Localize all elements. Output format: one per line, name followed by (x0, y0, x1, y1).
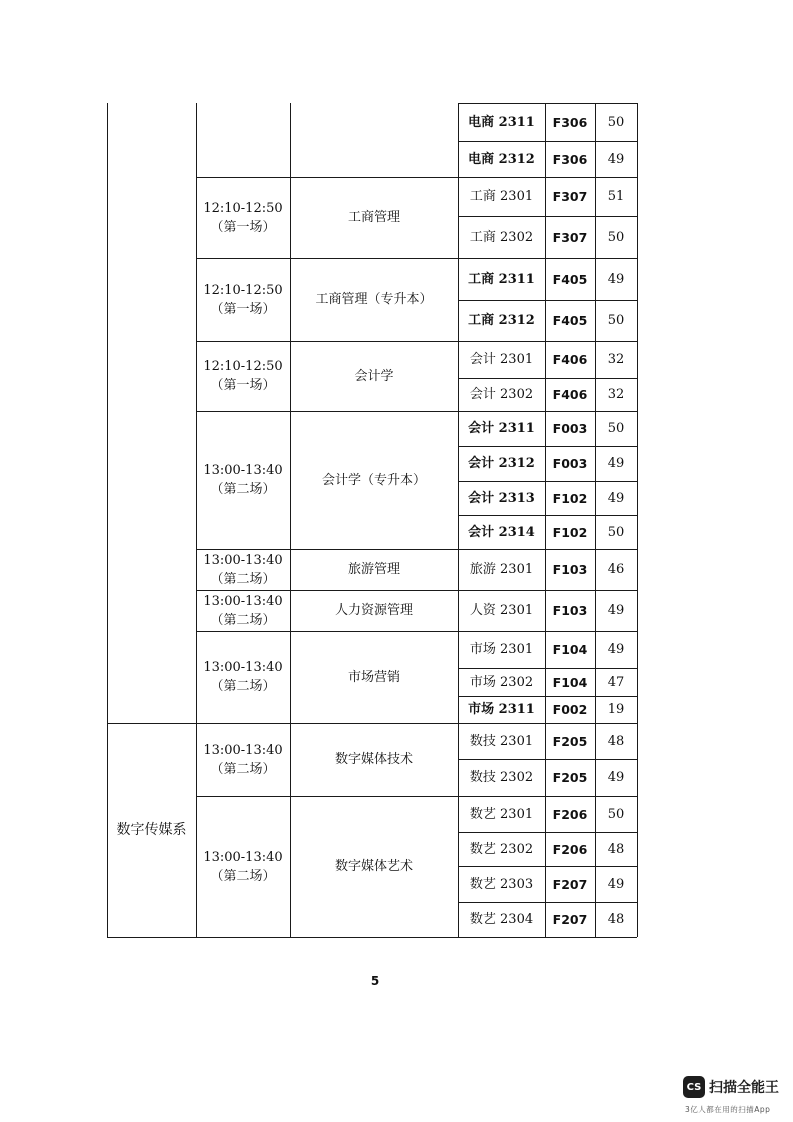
student-count: 50 (607, 524, 625, 540)
exam-session: （第二场） (210, 482, 276, 497)
exam-time: 13:00-13:40 (203, 463, 283, 478)
exam-session: （第一场） (210, 219, 276, 235)
class-name: 市场 2301 (469, 642, 534, 657)
exam-room: F207 (552, 876, 588, 892)
student-count: 50 (607, 806, 625, 822)
exam-room: F205 (552, 733, 588, 749)
exam-time: 13:00-13:40 (203, 742, 283, 758)
major-name: 工商管理（专升本） (315, 292, 433, 307)
class-name: 旅游 2301 (469, 562, 534, 577)
student-count: 48 (607, 841, 625, 857)
exam-time-cell (196, 723, 290, 796)
class-name: 数技 2301 (469, 733, 534, 749)
class-name: 会计 2302 (469, 387, 534, 402)
exam-room: F405 (552, 271, 588, 287)
exam-room: F104 (552, 642, 588, 657)
exam-time: 13:00-13:40 (203, 552, 283, 568)
major-name: 旅游管理 (347, 562, 400, 577)
exam-room: F406 (552, 387, 588, 402)
page-number: 5 (370, 974, 380, 988)
student-count: 50 (607, 313, 625, 328)
exam-time-cell (196, 796, 290, 937)
major-name: 会计学（专升本） (321, 472, 426, 488)
exam-time-cell (196, 177, 290, 258)
exam-room: F103 (552, 562, 588, 577)
exam-room: F206 (552, 806, 588, 822)
department-name (107, 103, 196, 723)
exam-room: F102 (552, 524, 588, 540)
major-name: 市场营销 (347, 669, 400, 685)
student-count: 19 (607, 702, 625, 717)
exam-session: （第一场） (210, 301, 276, 317)
table-rule (107, 937, 637, 938)
class-name: 工商 2312 (468, 313, 535, 328)
class-name: 数艺 2303 (469, 876, 534, 892)
exam-time: 13:00-13:40 (203, 660, 283, 675)
student-count: 48 (607, 733, 625, 749)
class-name: 会计 2311 (468, 421, 535, 436)
student-count: 49 (607, 490, 625, 506)
class-name: 数艺 2302 (469, 841, 534, 857)
major-name (290, 103, 458, 177)
student-count: 32 (607, 387, 625, 402)
class-name: 电商 2312 (468, 151, 535, 167)
student-count: 51 (607, 189, 625, 204)
exam-time: 12:10-12:50 (203, 282, 283, 298)
major-name: 工商管理 (347, 210, 400, 225)
class-name: 人资 2301 (469, 603, 534, 618)
major-name: 数字媒体技术 (334, 752, 413, 767)
exam-session: （第二场） (210, 571, 276, 587)
exam-time: 13:00-13:40 (203, 849, 283, 865)
major-name: 会计学 (354, 368, 394, 384)
student-count: 50 (607, 229, 625, 245)
exam-room: F206 (552, 841, 588, 857)
exam-room: F406 (552, 352, 588, 367)
class-name: 数艺 2301 (469, 806, 534, 822)
exam-room: F002 (552, 702, 588, 717)
exam-session: （第一场） (210, 378, 276, 393)
exam-room: F307 (552, 229, 588, 245)
student-count: 49 (607, 456, 625, 471)
student-count: 47 (607, 674, 625, 690)
student-count: 49 (607, 151, 625, 167)
class-name: 数艺 2304 (469, 912, 534, 927)
exam-time-cell (196, 590, 290, 631)
exam-time: 12:10-12:50 (203, 200, 283, 216)
exam-time-cell (196, 258, 290, 341)
scanner-watermark (683, 1076, 783, 1116)
exam-time-cell (196, 341, 290, 411)
class-name: 会计 2312 (468, 456, 535, 471)
table-rule (637, 103, 638, 937)
class-name: 市场 2311 (468, 702, 535, 717)
department-name: 数字传媒系 (116, 821, 187, 838)
exam-time-cell (196, 411, 290, 549)
exam-session: （第二场） (210, 679, 276, 694)
student-count: 48 (607, 912, 625, 927)
exam-room: F102 (552, 490, 588, 506)
class-name: 数技 2302 (469, 770, 534, 785)
class-name: 工商 2301 (469, 189, 534, 204)
student-count: 49 (607, 876, 625, 892)
student-count: 49 (607, 770, 625, 785)
exam-room: F103 (552, 603, 588, 618)
exam-room: F003 (552, 421, 588, 436)
exam-time: 12:10-12:50 (203, 359, 283, 374)
watermark-tagline: 3亿人都在用的扫描App (685, 1105, 771, 1114)
exam-time-cell (196, 549, 290, 590)
exam-room: F306 (552, 114, 588, 130)
major-name: 人力资源管理 (334, 603, 413, 618)
exam-room: F205 (552, 770, 588, 785)
exam-room: F207 (552, 912, 588, 927)
watermark-app-name: 扫描全能王 (709, 1080, 779, 1096)
major-name: 数字媒体艺术 (334, 859, 413, 874)
student-count: 46 (607, 562, 625, 577)
class-name: 市场 2302 (469, 674, 534, 690)
exam-time: 13:00-13:40 (203, 593, 283, 609)
class-name: 工商 2302 (469, 229, 534, 245)
class-name: 会计 2301 (469, 352, 534, 367)
student-count: 50 (607, 421, 625, 436)
exam-room: F104 (552, 674, 588, 690)
student-count: 49 (607, 642, 625, 657)
exam-session: （第二场） (210, 761, 276, 777)
exam-room: F307 (552, 189, 588, 204)
exam-session: （第二场） (210, 612, 276, 628)
student-count: 32 (607, 352, 625, 367)
exam-room: F003 (552, 456, 588, 471)
exam-time-cell (196, 631, 290, 723)
exam-room: F405 (552, 313, 588, 328)
camscanner-logo-icon: CS (683, 1076, 705, 1098)
exam-session: （第二场） (210, 868, 276, 884)
class-name: 工商 2311 (468, 271, 535, 287)
class-name: 会计 2313 (468, 490, 535, 506)
exam-room: F306 (552, 151, 588, 167)
class-name: 电商 2311 (468, 114, 535, 130)
student-count: 49 (607, 271, 625, 287)
class-name: 会计 2314 (468, 524, 535, 540)
exam-time-cell (196, 103, 290, 177)
student-count: 50 (607, 114, 625, 130)
student-count: 49 (607, 603, 625, 618)
